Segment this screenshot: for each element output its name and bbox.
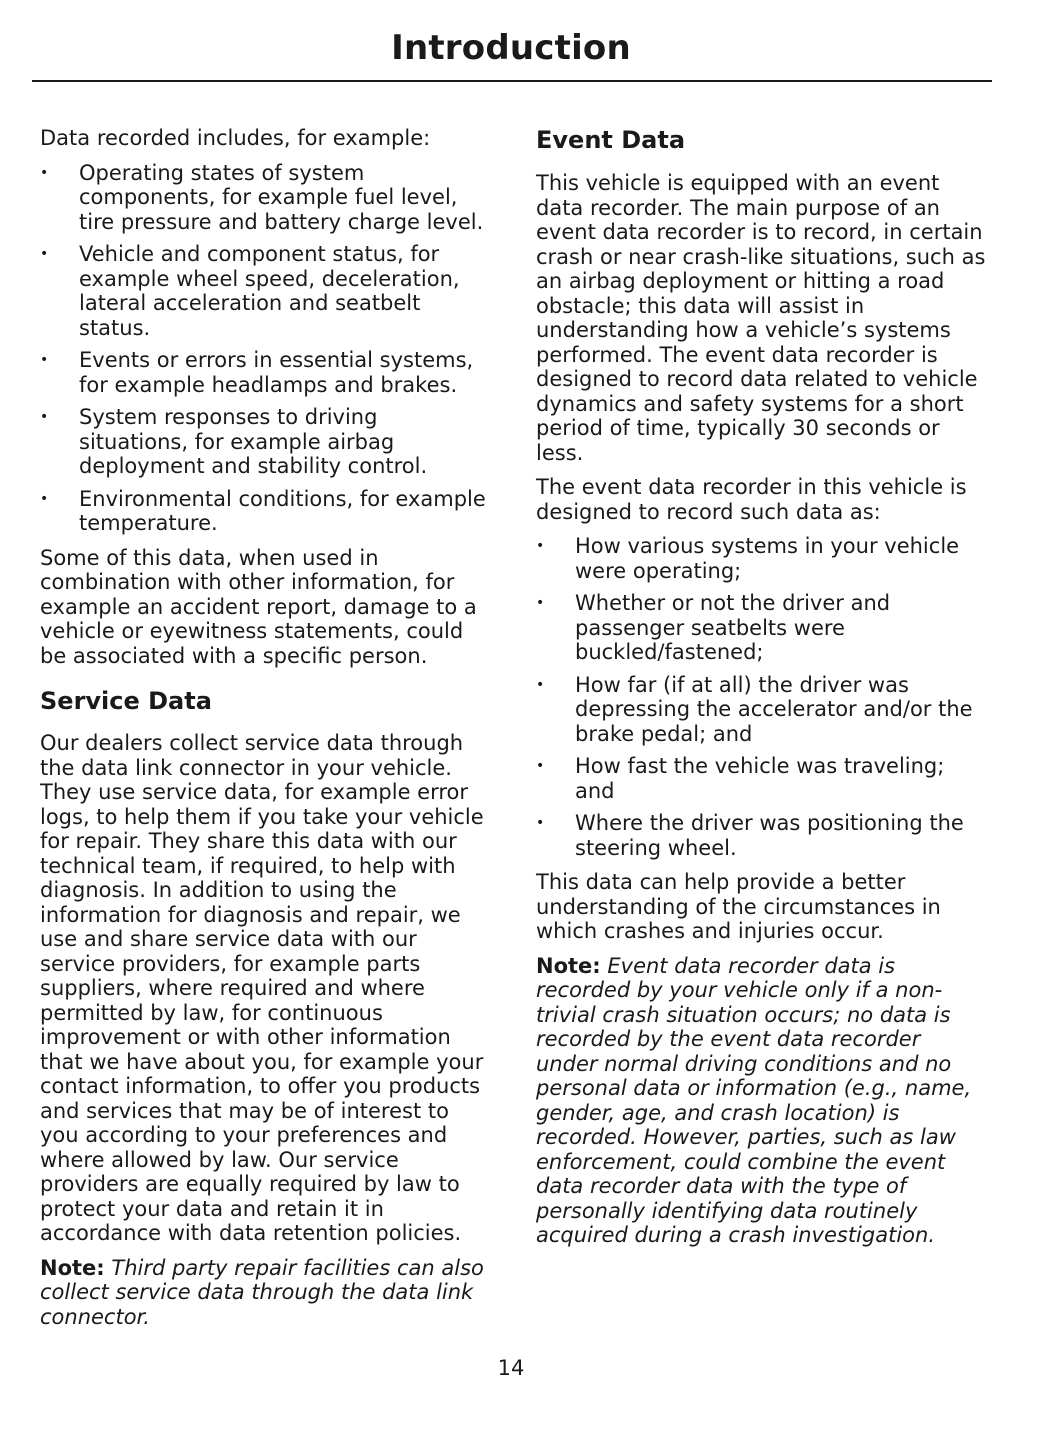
list-item: • Whether or not the driver and passenger seatbelts were buckled/fastened; <box>536 591 986 665</box>
list-item: • Vehicle and component status, for example wheel speed, deceleration, lateral acceleration and seatbelt status. <box>40 242 490 340</box>
right-column <box>536 126 986 1258</box>
service-data-paragraph: Our dealers collect service data through the data link connector in your vehicle. They use service data, for example error logs, to help them if you take your vehicle for repair. They share this data with our technical team, if required, to help with diagnosis. In addition to using the information for diagnosis and repair, we use and share service data with our service providers, for example parts suppliers, where required and where permitted by law, for continuous improvement or with other information that we have about you, for example your contact information, to offer you products and services that may be of interest to you according to your preferences and where allowed by law. Our service providers are equally required by law to protect your data and retain it in accordance with data retention policies. <box>40 731 484 1245</box>
list-item: • Events or errors in essential systems, for example headlamps and brakes. <box>40 348 490 397</box>
list-item: • How fast the vehicle was traveling; and <box>536 754 986 803</box>
personal-data-paragraph: Some of this data, when used in combination with other information, for example an accident report, damage to a vehicle or eyewitness statements, could be associated with a specific person. <box>40 545 477 668</box>
event-data-recorder-intro: The event data recorder in this vehicle is designed to record such data as: <box>536 475 967 524</box>
left-column <box>40 126 490 1339</box>
list-item: • Where the driver was positioning the steering wheel. <box>536 811 986 860</box>
note-text: Third party repair facilities can also collect service data through the data link connector. <box>40 1255 484 1329</box>
service-data-note <box>40 1256 490 1330</box>
list-item: • System responses to driving situations, for example airbag deployment and stability control. <box>40 405 490 479</box>
list-item: • How far (if at all) the driver was depressing the accelerator and/or the brake pedal; and <box>536 673 986 747</box>
event-data-summary-paragraph: This data can help provide a better understanding of the circumstances in which crashes and injuries occur. <box>536 870 941 943</box>
event-data-list <box>536 534 986 860</box>
event-data-note <box>536 954 986 1248</box>
event-data-heading: Event Data <box>536 126 686 154</box>
note-label: Note: <box>40 1255 105 1280</box>
note-label: Note: <box>536 953 601 978</box>
service-data-heading: Service Data <box>40 687 212 715</box>
note-text: Event data recorder data is recorded by your vehicle only if a non-trivial crash situation occurs; no data is recorded by the event data recorder under normal driving conditions and no personal data or information (e.g., name, gender, age, and crash location) is recorded. However, parties, such as law enforcement, could combine the event data recorder data with the type of personally identifying data routinely acquired during a crash investigation. <box>536 953 972 1247</box>
data-recorded-list <box>40 161 490 536</box>
list-item: • Environmental conditions, for example temperature. <box>40 487 490 536</box>
data-recorded-intro: Data recorded includes, for example: <box>40 126 431 150</box>
list-item: • Operating states of system components, for example fuel level, tire pressure and battery charge level. <box>40 161 490 235</box>
list-item: • How various systems in your vehicle were operating; <box>536 534 986 583</box>
event-data-paragraph: This vehicle is equipped with an event data recorder. The main purpose of an event data recorder is to record, in certain crash or near crash-like situations, such as an airbag deployment or hitting a road obstacle; this data will assist in understanding how a vehicle’s systems performed. The event data recorder is designed to record data related to vehicle dynamics and safety systems for a short period of time, typically 30 seconds or less. <box>536 171 986 465</box>
page-number: 14 <box>497 1356 525 1380</box>
page-title: Introduction <box>391 28 631 68</box>
title-divider <box>32 80 992 82</box>
